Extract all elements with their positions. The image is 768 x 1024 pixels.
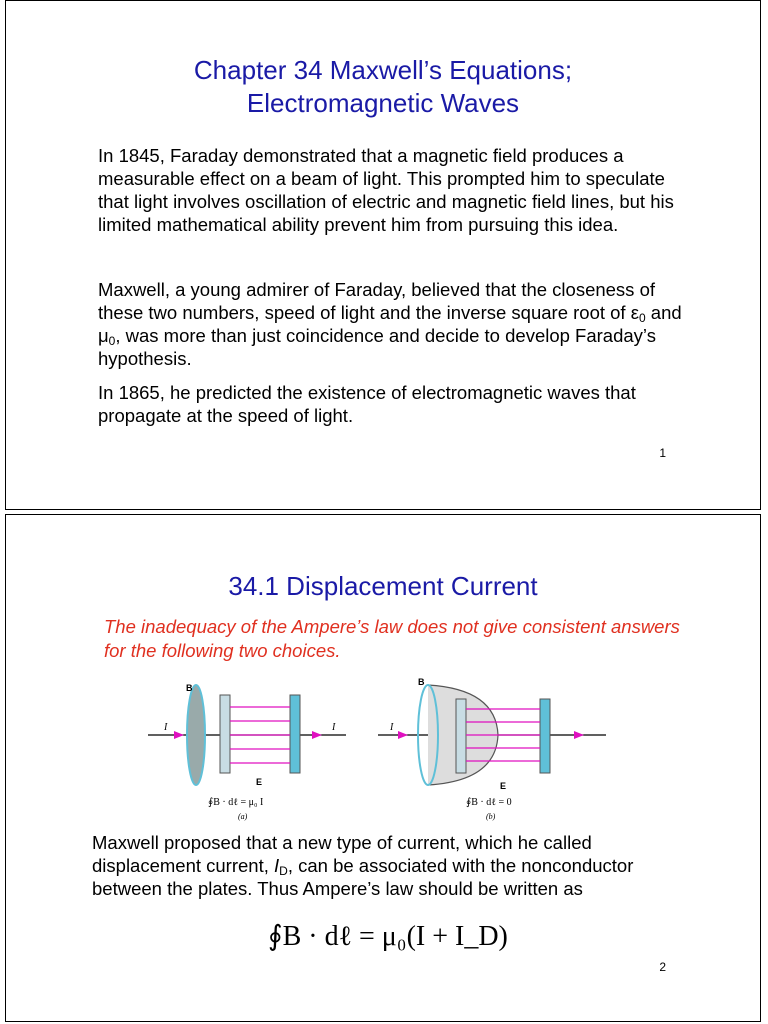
page-number: 1 [659,446,666,460]
label-B-a: B [186,683,193,693]
slide-1 [5,0,761,510]
text-fragment: Maxwell, a young admirer of Faraday, believed that the closeness of these two numbers, speed of light and the inverse square root of [98,279,656,323]
capacitor-plate-left-b [456,699,466,773]
text-fragment: , can be associated with the nonconductor between the plates. Thus Ampere’s law should be written as [92,855,634,899]
tag-b: (b) [486,812,496,821]
label-E-a: E [256,777,263,787]
capacitor-figure [146,677,616,825]
text-fragment: Maxwell proposed that a new type of current, which he called displacement current, [92,832,592,876]
ampere-maxwell-equation [268,919,508,953]
current-arrow-right-a [312,731,322,739]
label-B-b: B [418,677,425,687]
slide-title-line1: Chapter 34 Maxwell’s Equations; [193,55,573,85]
slide-title-line2: Electromagnetic Waves [246,88,520,118]
label-E-b: E [500,781,507,791]
label-I-left-a: I [164,722,168,733]
subscript-D: D [279,864,288,878]
current-arrow-left-a [174,731,184,739]
mu-symbol: μ [98,325,109,346]
highlight-text: The inadequacy of the Ampere’s law does not give consistent answers for the following two choices. [104,616,680,661]
slide-2 [5,514,761,1022]
capacitor-plate-left-a [220,695,230,773]
tag-a: (a) [238,812,248,821]
equation-b: ∮B · dℓ = 0 [466,797,512,808]
figure-b [378,677,606,821]
ID-symbol: I [274,855,280,876]
text-fragment: and [645,302,682,323]
subscript-zero: 0 [638,311,646,325]
page-number: 2 [659,960,666,974]
paragraph-faraday: In 1845, Faraday demonstrated that a magnetic field produces a measurable effect on a beam of light. This prompted him to speculate that light involves oscillation of electric and magnetic field lines, but his limited mathematical ability prevent him from pursuing this idea. [98,145,674,235]
label-I-b: I [390,722,394,733]
amperian-disk-a [187,685,205,785]
subscript-zero: 0 [108,334,116,348]
text-fragment: , was more than just coincidence and decide to develop Faraday’s hypothesis. [98,325,656,369]
slide-title: 34.1 Displacement Current [228,571,538,601]
capacitor-plate-right-b [540,699,550,773]
equation-a: ∮B · dℓ = μ₀ I [208,797,264,808]
figure-a [148,683,346,821]
current-arrow-b [398,731,408,739]
epsilon-symbol: ε [630,302,639,323]
capacitor-plate-right-a [290,695,300,773]
paragraph-maxwell [98,278,698,370]
paragraph-prediction: In 1865, he predicted the existence of electromagnetic waves that propagate at the speed of light. [98,382,636,426]
equation-text: ∮B · dℓ = μ₀(I + I_D) [268,921,508,952]
label-I-right-a: I [332,722,336,733]
paragraph-displacement [92,831,702,900]
current-arrow-right-b [574,731,584,739]
